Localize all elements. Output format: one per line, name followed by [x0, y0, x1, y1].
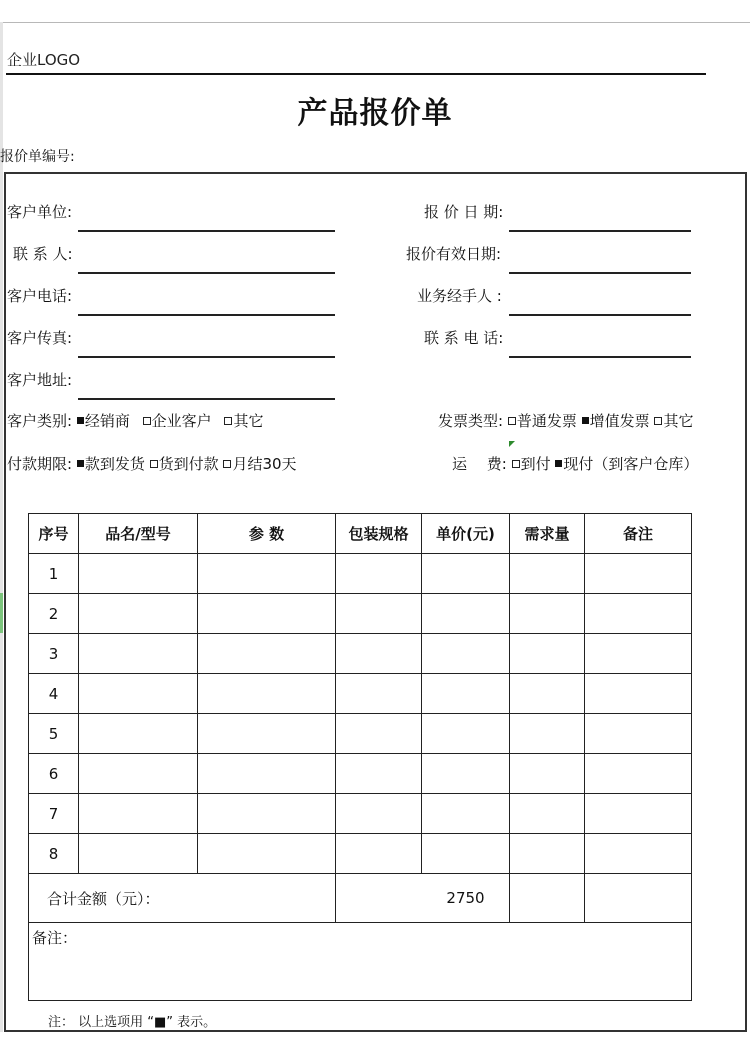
cell-index: 7 — [29, 794, 79, 834]
col-header-packaging: 包装规格 — [336, 514, 422, 554]
cell-quantity[interactable] — [510, 834, 585, 874]
cell-quantity[interactable] — [510, 674, 585, 714]
customer-phone-field[interactable] — [78, 314, 335, 316]
cell-name[interactable] — [79, 754, 198, 794]
notes-row — [29, 923, 692, 1001]
customer-company-label: 客户单位: — [7, 203, 73, 221]
company-logo-placeholder: 企业LOGO — [7, 51, 81, 69]
total-amount-value[interactable]: 2750 — [336, 874, 510, 923]
customer-type-group — [7, 410, 263, 431]
col-header-unit-price: 单价(元) — [422, 514, 510, 554]
notes-label: 备注： — [32, 929, 78, 947]
cell-comment-indicator-icon — [509, 441, 515, 447]
customer-type-label: 客户类别: — [7, 412, 73, 430]
col-header-index: 序号 — [29, 514, 79, 554]
invoice-type-label: 发票类型: — [438, 412, 504, 430]
cell-name[interactable] — [79, 794, 198, 834]
contact-person-label: 联 系 人: — [13, 245, 73, 263]
contact-person-field[interactable] — [78, 272, 335, 274]
option-invoice-other[interactable]: 其它 — [663, 412, 694, 430]
cell-unit-price[interactable] — [422, 834, 510, 874]
option-other[interactable]: 其它 — [233, 412, 264, 430]
option-dealer[interactable]: 经销商 — [84, 412, 130, 430]
option-monthly-30[interactable]: 月结30天 — [232, 455, 297, 473]
shipping-label: 运 费: — [452, 455, 507, 473]
cell-index: 8 — [29, 834, 79, 874]
checkbox-unchecked-icon[interactable] — [508, 417, 516, 425]
checkbox-checked-icon[interactable] — [555, 460, 562, 467]
cell-unit-price[interactable] — [422, 554, 510, 594]
selected-row-marker — [0, 593, 3, 633]
page-title: 产品报价单 — [297, 96, 453, 131]
cell-name[interactable] — [79, 714, 198, 754]
table-row — [29, 714, 692, 754]
table-row — [29, 594, 692, 634]
notes-cell[interactable] — [29, 923, 692, 1001]
cell-remark[interactable] — [585, 794, 692, 834]
checkbox-unchecked-icon[interactable] — [224, 417, 232, 425]
cell-packaging[interactable] — [336, 754, 422, 794]
customer-company-field[interactable] — [78, 230, 335, 232]
cell-quantity[interactable] — [510, 594, 585, 634]
col-header-params: 参 数 — [198, 514, 336, 554]
quote-valid-date-field[interactable] — [509, 272, 691, 274]
cell-params[interactable] — [198, 754, 336, 794]
cell-packaging[interactable] — [336, 834, 422, 874]
cell-index: 2 — [29, 594, 79, 634]
cell-index: 1 — [29, 554, 79, 594]
cell-remark[interactable] — [585, 834, 692, 874]
cell-name[interactable] — [79, 554, 198, 594]
cell-quantity[interactable] — [510, 714, 585, 754]
row-header-gutter — [0, 22, 3, 1032]
cell-unit-price[interactable] — [422, 714, 510, 754]
cell-quantity[interactable] — [510, 634, 585, 674]
option-cash-on-delivery[interactable]: 货到付款 — [158, 455, 219, 473]
checkbox-checked-icon[interactable] — [77, 417, 84, 424]
cell-quantity[interactable] — [510, 754, 585, 794]
sheet-top-border — [0, 22, 750, 23]
table-header-row — [29, 514, 692, 554]
table-row — [29, 834, 692, 874]
shipping-group — [452, 453, 698, 474]
cell-params[interactable] — [198, 594, 336, 634]
checkbox-unchecked-icon[interactable] — [512, 460, 520, 468]
quote-date-field[interactable] — [509, 230, 691, 232]
cell-params[interactable] — [198, 714, 336, 754]
col-header-remark: 备注 — [585, 514, 692, 554]
cell-params[interactable] — [198, 834, 336, 874]
option-pay-before-ship[interactable]: 款到发货 — [84, 455, 145, 473]
option-normal-invoice[interactable]: 普通发票 — [516, 412, 577, 430]
cell-remark[interactable] — [585, 634, 692, 674]
option-enterprise[interactable]: 企业客户 — [151, 412, 212, 430]
table-row — [29, 634, 692, 674]
cell-packaging[interactable] — [336, 554, 422, 594]
total-remark-cell[interactable] — [585, 874, 692, 923]
cell-packaging[interactable] — [336, 674, 422, 714]
customer-fax-label: 客户传真: — [7, 329, 73, 347]
option-vat-invoice[interactable]: 增值发票 — [589, 412, 650, 430]
cell-params[interactable] — [198, 554, 336, 594]
cell-index: 6 — [29, 754, 79, 794]
customer-address-label: 客户地址: — [7, 371, 73, 389]
checkbox-unchecked-icon[interactable] — [223, 460, 231, 468]
checkbox-unchecked-icon[interactable] — [143, 417, 151, 425]
cell-params[interactable] — [198, 634, 336, 674]
quote-date-label: 报 价 日 期: — [424, 203, 504, 221]
cell-packaging[interactable] — [336, 594, 422, 634]
invoice-type-group — [438, 410, 693, 431]
cell-index: 4 — [29, 674, 79, 714]
cell-unit-price[interactable] — [422, 674, 510, 714]
customer-address-field[interactable] — [78, 398, 335, 400]
cell-name[interactable] — [79, 674, 198, 714]
quote-valid-date-label: 报价有效日期: — [406, 245, 502, 263]
cell-packaging[interactable] — [336, 634, 422, 674]
cell-unit-price[interactable] — [422, 794, 510, 834]
sales-rep-label: 业务经手人 : — [417, 287, 502, 305]
table-row — [29, 554, 692, 594]
table-row — [29, 754, 692, 794]
col-header-name-model: 品名/型号 — [79, 514, 198, 554]
cell-remark[interactable] — [585, 714, 692, 754]
checkbox-unchecked-icon[interactable] — [654, 417, 662, 425]
cell-packaging[interactable] — [336, 714, 422, 754]
cell-index: 5 — [29, 714, 79, 754]
col-header-quantity: 需求量 — [510, 514, 585, 554]
items-table — [28, 513, 692, 1001]
cell-remark[interactable] — [585, 754, 692, 794]
cell-name[interactable] — [79, 594, 198, 634]
cell-remark[interactable] — [585, 554, 692, 594]
contact-phone-label: 联 系 电 话: — [424, 329, 504, 347]
checkbox-checked-icon[interactable] — [77, 460, 84, 467]
table-row — [29, 794, 692, 834]
customer-fax-field[interactable] — [78, 356, 335, 358]
cell-unit-price[interactable] — [422, 634, 510, 674]
header-divider — [6, 73, 706, 75]
cell-unit-price[interactable] — [422, 754, 510, 794]
sales-rep-field[interactable] — [509, 314, 691, 316]
cell-packaging[interactable] — [336, 794, 422, 834]
cell-quantity[interactable] — [510, 794, 585, 834]
cell-unit-price[interactable] — [422, 594, 510, 634]
payment-terms-label: 付款期限: — [7, 455, 73, 473]
cell-quantity[interactable] — [510, 554, 585, 594]
option-freight-collect[interactable]: 到付 — [520, 455, 551, 473]
footnote: 注： 以上选项用 “■” 表示。 — [48, 1015, 217, 1030]
checkbox-checked-icon[interactable] — [582, 417, 589, 424]
total-quantity-cell[interactable] — [510, 874, 585, 923]
payment-terms-group — [7, 453, 297, 474]
cell-name[interactable] — [79, 834, 198, 874]
option-prepaid-to-warehouse[interactable]: 现付（到客户仓库） — [563, 455, 699, 473]
cell-index: 3 — [29, 634, 79, 674]
table-row — [29, 674, 692, 714]
cell-name[interactable] — [79, 634, 198, 674]
contact-phone-field[interactable] — [509, 356, 691, 358]
cell-params[interactable] — [198, 674, 336, 714]
total-row — [29, 874, 692, 923]
cell-params[interactable] — [198, 794, 336, 834]
quote-number-label: 报价单编号: — [0, 149, 75, 165]
checkbox-unchecked-icon[interactable] — [150, 460, 158, 468]
cell-remark[interactable] — [585, 594, 692, 634]
customer-phone-label: 客户电话: — [7, 287, 73, 305]
cell-remark[interactable] — [585, 674, 692, 714]
total-amount-label: 合计金额（元）： — [29, 874, 336, 923]
